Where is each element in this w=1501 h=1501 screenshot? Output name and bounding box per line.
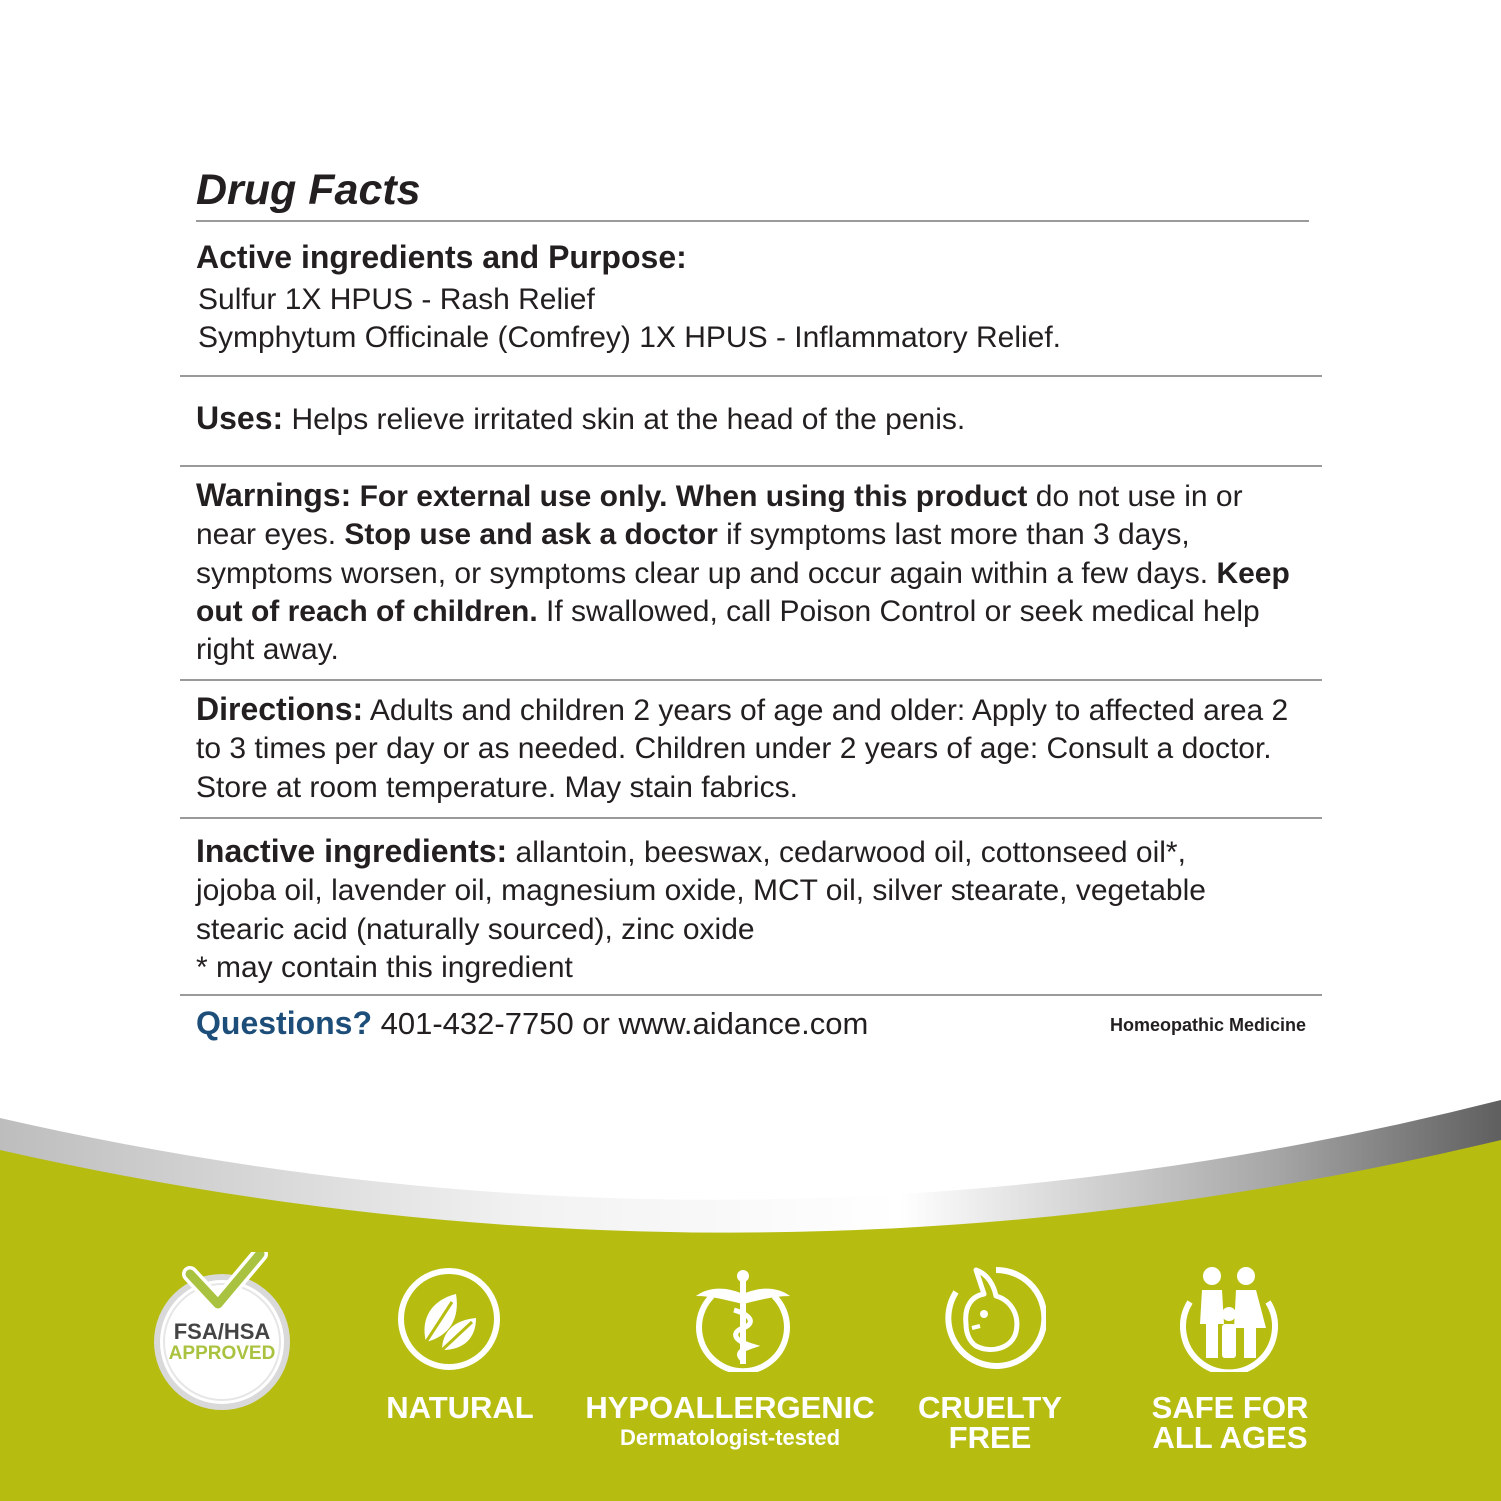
uses-label: Uses: xyxy=(196,400,284,436)
warnings-text-3: If swallowed, call Poison Control or seek medical help right away. xyxy=(196,594,1260,667)
safe-for-all-ages-badge xyxy=(1140,1390,1320,1455)
fsa-hsa-line: FSA/HSA xyxy=(173,1319,271,1344)
cruelty-label: CRUELTY xyxy=(917,1390,1063,1425)
warnings-text-1: do not use in or near eyes. xyxy=(196,480,1243,552)
category-label: Homeopathic Medicine xyxy=(1109,1015,1306,1035)
warnings-section xyxy=(196,476,1306,669)
warnings-bold-2: Stop use and ask a doctor xyxy=(344,518,718,552)
approved-line: APPROVED xyxy=(168,1343,276,1364)
divider xyxy=(180,375,1322,377)
divider xyxy=(180,465,1322,467)
caduceus-icon xyxy=(690,1266,796,1372)
cruelty-free-badge xyxy=(905,1390,1075,1455)
directions-label: Directions: xyxy=(196,691,364,727)
rabbit-icon xyxy=(936,1262,1046,1372)
warnings-label: Warnings: xyxy=(196,477,352,513)
fsa-hsa-text xyxy=(150,1321,294,1365)
questions-contact: 401-432-7750 or www.aidance.com xyxy=(372,1006,869,1041)
divider xyxy=(180,817,1322,819)
active-ingredient-line: Symphytum Officinale (Comfrey) 1X HPUS - Inflammatory Relief. xyxy=(198,321,1062,354)
natural-label: NATURAL xyxy=(386,1390,534,1425)
directions-section xyxy=(196,690,1311,807)
questions-line xyxy=(196,1005,868,1042)
active-ingredients-heading: Active ingredients and Purpose: xyxy=(196,239,687,275)
hypoallergenic-label: HYPOALLERGENIC xyxy=(585,1390,875,1425)
uses-text: Helps relieve irritated skin at the head of the penis. xyxy=(283,403,966,436)
safe-for-label: SAFE FOR xyxy=(1151,1390,1309,1425)
divider xyxy=(180,679,1322,681)
warnings-bold-1: For external use only. When using this product xyxy=(351,480,1028,513)
free-label: FREE xyxy=(948,1420,1032,1455)
warnings-bold-3: Keep out of reach of children. xyxy=(196,556,1290,628)
all-ages-label: ALL AGES xyxy=(1152,1420,1308,1455)
divider xyxy=(180,994,1322,996)
inactive-ingredients-section xyxy=(196,832,1256,987)
uses-section xyxy=(196,400,965,437)
active-ingredient-line: Sulfur 1X HPUS - Rash Relief xyxy=(198,283,595,316)
questions-label: Questions? xyxy=(196,1005,373,1041)
dermatologist-tested-label: Dermatologist-tested xyxy=(619,1425,841,1450)
leaves-icon xyxy=(396,1266,502,1372)
inactive-label: Inactive ingredients: xyxy=(196,833,508,869)
inactive-text: allantoin, beeswax, cedarwood oil, cottonseed oil*, jojoba oil, lavender oil, magnesium oxide, MCT oil, silver stearate, vegetable stearic acid (naturally sourced), zinc oxide xyxy=(196,836,1206,946)
drug-facts-title: Drug Facts xyxy=(196,166,421,214)
divider xyxy=(196,220,1309,222)
inactive-note: * may contain this ingredient xyxy=(196,950,573,984)
directions-text: Adults and children 2 years of age and older: Apply to affected area 2 to 3 times per day or as needed. Children under 2 years of age: Consult a doctor. Store at room temperature. May stain fabrics. xyxy=(196,694,1289,804)
family-icon xyxy=(1176,1262,1282,1372)
hypoallergenic-badge xyxy=(575,1390,885,1451)
warnings-text-2: if symptoms last more than 3 days, symptoms worsen, or symptoms clear up and occur again within a few days. xyxy=(196,518,1217,590)
natural-badge xyxy=(370,1390,550,1425)
